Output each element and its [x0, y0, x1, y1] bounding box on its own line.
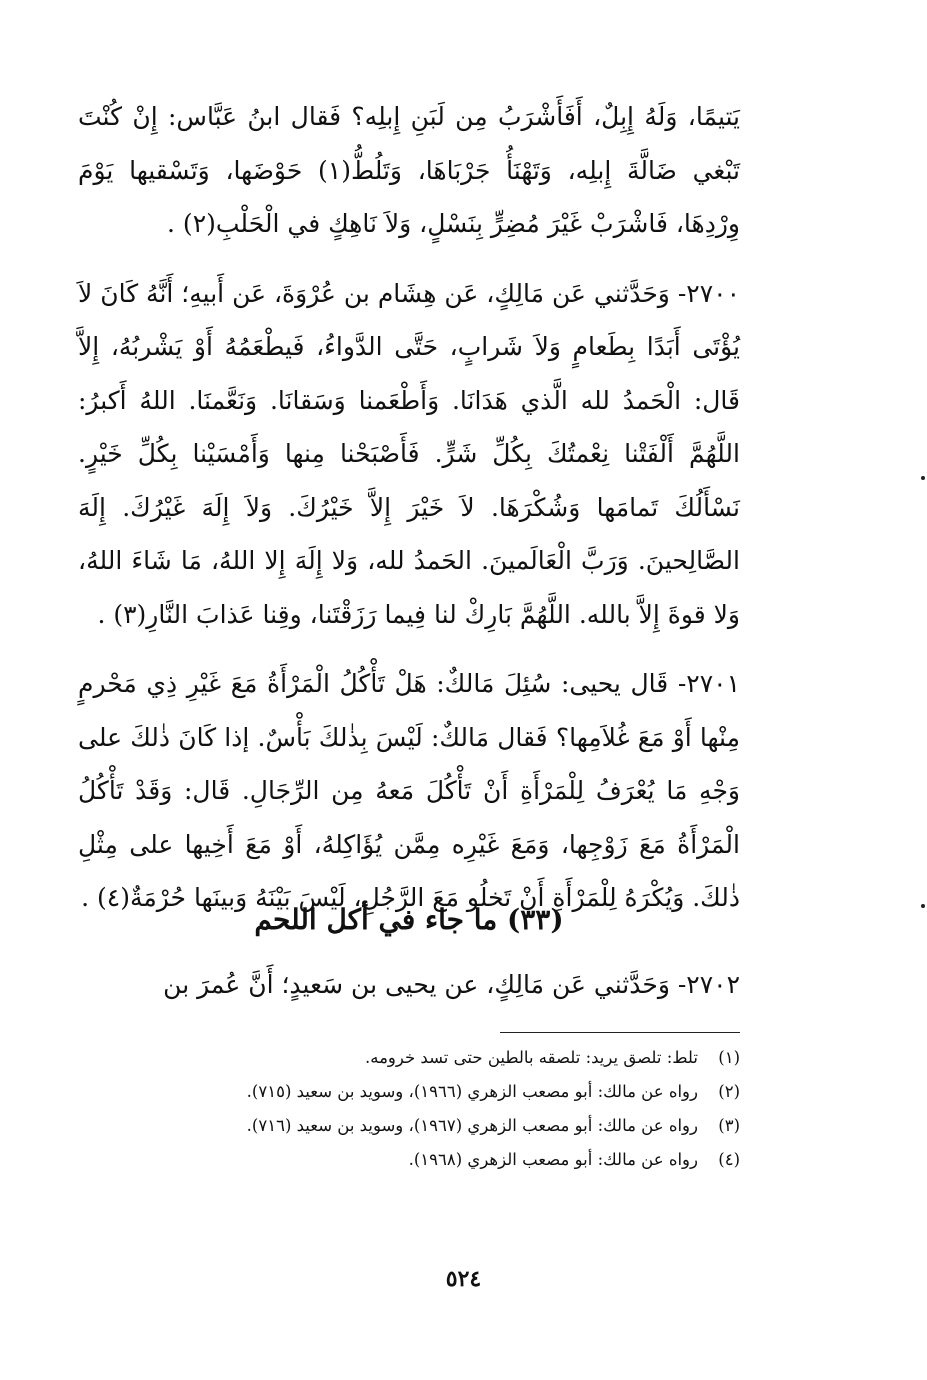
footnote-separator	[500, 1032, 740, 1033]
scan-edge-mark	[921, 476, 925, 480]
page-number: ٥٢٤	[445, 1266, 482, 1292]
footnote-text: رواه عن مالك: أبو مصعب الزهري (١٩٦٨).	[408, 1150, 698, 1169]
footnote-number: (٣)	[718, 1116, 740, 1135]
footnote-text: رواه عن مالك: أبو مصعب الزهري (١٩٦٧)، وسويد بن سعيد (٧١٦).	[246, 1116, 698, 1135]
main-text-block	[78, 90, 740, 925]
footnote-1	[78, 1041, 740, 1075]
paragraph-hadith-2702: ٢٧٠٢- وَحَدَّثني عَن مَالِكٍ، عن يحيى بن سَعيدٍ؛ أَنَّ عُمرَ بن	[163, 970, 740, 999]
footnote-2	[78, 1075, 740, 1109]
footnotes	[78, 1041, 740, 1177]
main-text-block-2	[78, 958, 740, 1012]
footnote-text: تلط: تلصق يريد: تلصقه بالطين حتى تسد خرومه.	[364, 1048, 698, 1067]
footnote-text: رواه عن مالك: أبو مصعب الزهري (١٩٦٦)، وسويد بن سعيد (٧١٥).	[246, 1082, 698, 1101]
footnote-4	[78, 1143, 740, 1177]
footnote-number: (١)	[718, 1048, 740, 1067]
section-heading: (٣٣) ما جاء في أكل اللحم	[254, 903, 564, 936]
paragraph-hadith-2701: ٢٧٠١- قَال يحيى: سُئِلَ مَالكٌ: هَلْ تَأْكُلُ الْمَرْأَةُ مَعَ غَيْرِ ذِي مَحْرمٍ مِنْها أَوْ مَعَ غُلاَمِها؟ فَقال مَالكٌ: لَيْسَ بِذٰلكَ بَأْسٌ. إذا كَانَ ذٰلكَ على وَجْهِ مَا يُعْرَفُ لِلْمَرْأَةِ أَنْ تَأْكُلَ مَعهُ مِن الرِّجَالِ. قَال: وَقَدْ تَأْكُلُ الْمَرْأَةُ مَعَ زَوْجِها، وَمَعَ غَيْرِه مِمَّن يُؤَاكِلهُ، أَوْ مَعَ أَخِيها على مِثْلِ ذٰلكَ. وَيُكْرَهُ لِلْمَرْأَةِ أَنْ تَخلُو مَعَ الرَّجُلِ، لَيْسَ بَيْنَهُ وَبينَها حُرْمَةٌ(٤) .	[78, 669, 740, 912]
footnote-number: (٤)	[718, 1150, 740, 1169]
paragraph-hadith-2700: ٢٧٠٠- وَحَدَّثني عَن مَالِكٍ، عَن هِشَام بن عُرْوَةَ، عَن أَبيهِ؛ أَنَّهُ كَانَ لاَ يُؤْتَى أَبَدًا بِطَعامٍ وَلاَ شَرابٍ، حَتَّى الدَّواءُ، فَيطْعَمُهُ أَوْ يَشْربُهُ، إِلاَّ قَال: الْحَمدُ لله الَّذي هَدَانَا. وَأَطْعَمنا وَسَقانَا. وَنَعَّمنَا. اللهُ أَكبرُ: اللَّهُمَّ أَلْفَتْنا نِعْمتُكَ بِكُلِّ شَرٍّ. فَأَصْبَحْنا مِنها وَأَمْسَيْنا بِكُلِّ خَيْرٍ. نَسْأَلُكَ تَمامَها وَشُكْرَهَا. لاَ خَيْرَ إِلاَّ خَيْرُكَ. وَلاَ إِلَهَ غَيْرُكَ. إِلَهَ الصَّالِحينَ. وَرَبَّ الْعَالَمينَ. الحَمدُ لله، وَلا إِلَهَ إِلا اللهُ، مَا شَاءَ اللهُ، وَلا قوةَ إِلاَّ بالله. اللَّهُمَّ بَارِكْ لنا فِيما رَزَقْتَنا، وقِنا عَذابَ النَّارِ(٣) .	[78, 278, 740, 629]
footnote-number: (٢)	[718, 1082, 740, 1101]
paragraph-continuation: يَتيمًا، وَلَهُ إِبِلٌ، أَفَأَشْرَبُ مِن لَبَنِ إِبلِه؟ فَقال ابنُ عَبَّاس: إِنْ كُنْتَ تَبْغي ضَالَّةَ إِبلِه، وَتَهْنَأُ جَرْبَاهَا، وَتَلُطُّ(١) حَوْضَها، وَتَسْقيها يَوْمَ وِرْدِهَا، فَاشْرَبْ غَيْرَ مُضِرٍّ بِنَسْلٍ، وَلاَ نَاهِكٍ في الْحَلْبِ(٢) .	[78, 102, 740, 238]
footnote-3	[78, 1109, 740, 1143]
scan-edge-mark	[921, 904, 925, 908]
